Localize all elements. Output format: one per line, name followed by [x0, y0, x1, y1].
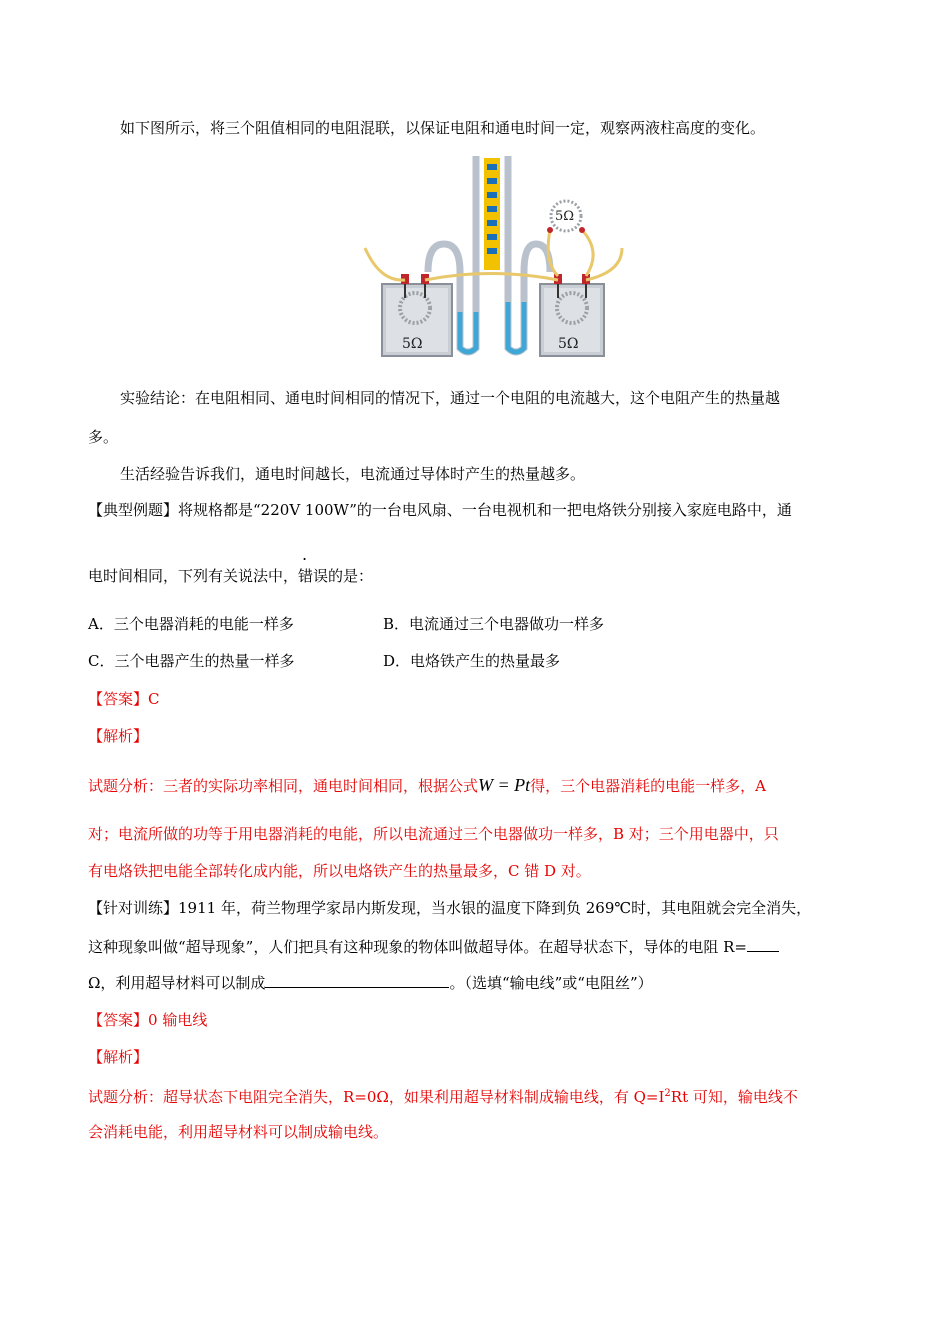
example-question-line-1: [88, 500, 792, 520]
training-analysis-tag: 【解析】: [88, 1048, 149, 1066]
training-analysis-line-2: 会消耗电能，利用超导材料可以制成输电线。: [88, 1123, 389, 1141]
answer-blank-2[interactable]: [265, 973, 449, 988]
scale-ruler: [484, 158, 500, 270]
example-analysis-line-1: [88, 775, 766, 796]
emphasized-word: 错误: [298, 567, 329, 585]
example-text-1: 将规格都是“220V 100W”的一台电风扇、一台电视机和一把电烙铁分别接入家庭电路中，通: [178, 501, 792, 519]
example-analysis-line-2: 对；电流所做的功等于用电器消耗的电能，所以电流通过三个电器做功一样多，B 对；三个用电器中，只: [88, 825, 779, 843]
training-answer: [88, 1010, 207, 1030]
example-answer: [88, 689, 160, 709]
training-analysis-1-post: Rt 可知，输电线不: [670, 1088, 798, 1106]
example-analysis-tag: 【解析】: [88, 727, 149, 745]
training-analysis-1-pre: 试题分析：超导状态下电阻完全消失，R=0Ω，如果利用超导材料制成输电线，有 Q=I: [88, 1088, 665, 1106]
option-c: C．三个电器产生的热量一样多: [88, 652, 295, 670]
option-a: A．三个电器消耗的电能一样多: [88, 615, 294, 633]
training-answer-tag: 【答案】: [88, 1011, 149, 1029]
training-text-3-post: 。（选填“输电线”或“电阻丝”）: [449, 974, 653, 992]
training-text-2: 这种现象叫做“超导现象”，人们把具有这种现象的物体叫做超导体。在超导状态下，导体的电阻 R=: [88, 938, 747, 956]
option-b: B．电流通过三个电器做功一样多: [383, 615, 605, 633]
resistor-label-right: 5Ω: [558, 336, 579, 352]
intro-text: 如下图所示，将三个阻值相同的电阻混联，以保证电阻和通电时间一定，观察两液柱高度的变化。: [120, 119, 766, 137]
training-line-1: [88, 898, 811, 918]
answer-blank-1[interactable]: [747, 937, 779, 952]
training-line-2: [88, 937, 779, 957]
training-text-3-pre: Ω，利用超导材料可以制成: [88, 974, 266, 992]
superscript-two: 2: [664, 1088, 671, 1099]
example-question-line-2: [88, 566, 373, 586]
experiment-figure: [360, 152, 630, 364]
resistor-label-left: 5Ω: [402, 336, 423, 352]
training-answer-value: 0 输电线: [148, 1011, 208, 1029]
analysis-text-1-post: 得，三个电器消耗的电能一样多，A: [530, 777, 766, 795]
option-d: D．电烙铁产生的热量最多: [383, 652, 561, 670]
answer-tag: 【答案】: [88, 690, 149, 708]
example-text-2-post: 的是：: [328, 567, 374, 585]
resistor-label-top: 5Ω: [555, 209, 575, 224]
training-tag: 【针对训练】: [88, 899, 179, 917]
experience-text: 生活经验告诉我们，通电时间越长，电流通过导体时产生的热量越多。: [120, 465, 586, 483]
example-text-2-pre: 电时间相同，下列有关说法中，: [88, 567, 299, 585]
training-line-3: [88, 973, 653, 993]
conclusion-line-1: 实验结论：在电阻相同、通电时间相同的情况下，通过一个电阻的电流越大，这个电阻产生的热量越: [120, 389, 781, 407]
training-text-1: 1911 年，荷兰物理学家昂内斯发现，当水银的温度下降到负 269℃时，其电阻就会完全消失，: [178, 899, 812, 917]
example-analysis-line-3: 有电烙铁把电能全部转化成内能，所以电烙铁产生的热量最多，C 错 D 对。: [88, 862, 591, 880]
formula: W = Pt: [478, 775, 531, 795]
conclusion-line-2: 多。: [88, 428, 119, 446]
analysis-text-1-pre: 试题分析：三者的实际功率相同，通电时间相同，根据公式: [88, 777, 479, 795]
answer-value: C: [148, 690, 160, 708]
training-analysis-line-1: [88, 1084, 798, 1107]
example-tag: 【典型例题】: [88, 501, 179, 519]
